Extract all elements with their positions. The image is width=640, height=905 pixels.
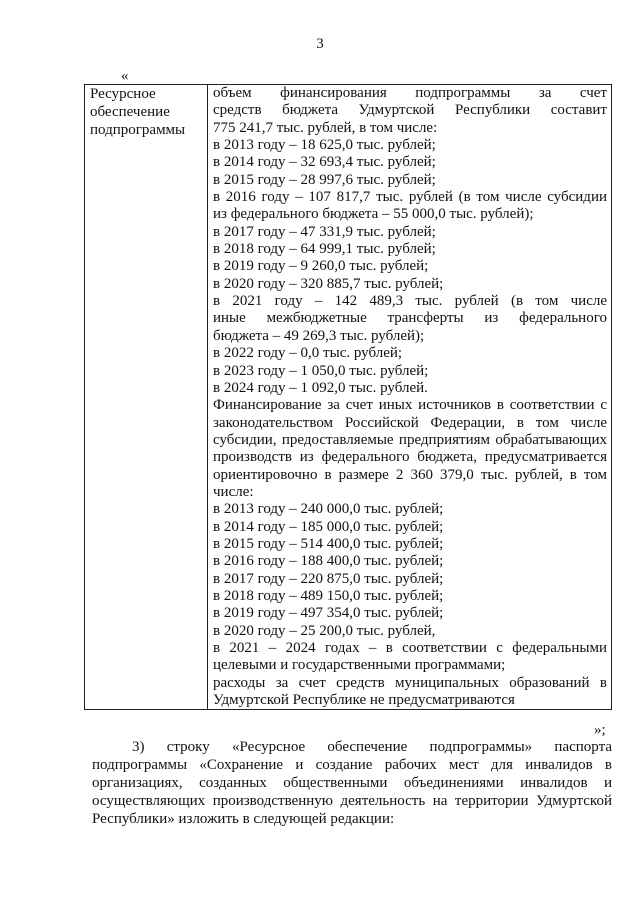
content-line: в 2015 году – 28 997,6 тыс. рублей; (213, 171, 436, 188)
page-number: 3 (316, 36, 324, 52)
row-content (213, 85, 607, 709)
content-line: иные межбюджетные трансферты из федерального (213, 310, 607, 327)
content-line: в 2014 году – 32 693,4 тыс. рублей; (213, 154, 436, 171)
content-line: в 2018 году – 64 999,1 тыс. рублей; (213, 241, 436, 258)
paragraph-line: осуществляющих производственную деятельность на территории Удмуртской (92, 793, 612, 809)
content-line: в 2019 году – 497 354,0 тыс. рублей; (213, 605, 444, 622)
content-line: в 2013 году – 18 625,0 тыс. рублей; (213, 137, 436, 154)
content-line: средств бюджета Удмуртской Республики составит (213, 102, 607, 119)
content-line: в 2016 году – 188 400,0 тыс. рублей; (213, 553, 444, 570)
content-line: в 2018 году – 489 150,0 тыс. рублей; (213, 587, 444, 604)
paragraph-line: организациях, созданных общественными объединениями инвалидов и (92, 775, 612, 791)
content-line: объем финансирования подпрограммы за счет (213, 85, 607, 101)
content-line: из федерального бюджета – 55 000,0 тыс. рублей); (213, 206, 534, 223)
opening-quote: « (121, 68, 129, 84)
content-line: бюджета – 49 269,3 тыс. рублей); (213, 327, 425, 344)
content-line: в 2014 году – 185 000,0 тыс. рублей; (213, 518, 444, 535)
content-line: Удмуртской Республике не предусматриваются (213, 692, 515, 709)
content-line: в 2021 – 2024 годах – в соответствии с федеральными (213, 640, 607, 656)
content-line: 775 241,7 тыс. рублей, в том числе: (213, 119, 438, 136)
closing-quote: »; (594, 722, 606, 738)
content-line: в 2017 году – 47 331,9 тыс. рублей; (213, 223, 436, 240)
instruction-paragraph (92, 738, 612, 828)
content-line: в 2024 году – 1 092,0 тыс. рублей. (213, 379, 428, 396)
label-line: обеспечение (90, 104, 170, 120)
content-line: ориентировочно в размере 2 360 379,0 тыс. рублей, в том (213, 466, 607, 483)
row-content-cell (208, 85, 612, 710)
content-line: в 2017 году – 220 875,0 тыс. рублей; (213, 570, 444, 587)
content-line: производств из федерального бюджета, предусматривается (213, 449, 607, 466)
paragraph-line: Республики» изложить в следующей редакции: (92, 811, 395, 827)
content-line: в 2022 году – 0,0 тыс. рублей; (213, 345, 403, 362)
content-line: расходы за счет средств муниципальных образований в (213, 674, 607, 691)
content-line: в 2013 году – 240 000,0 тыс. рублей; (213, 501, 444, 518)
row-label (90, 85, 203, 139)
label-line: Ресурсное (90, 86, 156, 102)
resource-table (84, 84, 612, 710)
table-row (85, 85, 612, 710)
content-line: Финансирование за счет иных источников в соответствии с (213, 397, 607, 414)
content-line: в 2016 году – 107 817,7 тыс. рублей (в том числе субсидии (213, 189, 607, 206)
content-line: субсидии, предоставляемые предприятиям обрабатывающих (213, 431, 607, 448)
content-line: в 2020 году – 25 200,0 тыс. рублей, (213, 622, 436, 639)
row-label-cell (85, 85, 208, 710)
paragraph-line: 3) строку «Ресурсное обеспечение подпрограммы» паспорта (132, 739, 612, 755)
label-line: подпрограммы (90, 122, 186, 138)
content-line: в 2021 году – 142 489,3 тыс. рублей (в том числе (213, 293, 607, 310)
content-line: законодательством Российской Федерации, в том числе (213, 414, 607, 431)
paragraph-line: подпрограммы «Сохранение и создание рабочих мест для инвалидов в (92, 757, 612, 773)
content-line: в 2019 году – 9 260,0 тыс. рублей; (213, 258, 429, 275)
content-line: числе: (213, 483, 254, 500)
content-line: в 2015 году – 514 400,0 тыс. рублей; (213, 535, 444, 552)
content-line: в 2023 году – 1 050,0 тыс. рублей; (213, 362, 429, 379)
content-line: в 2020 году – 320 885,7 тыс. рублей; (213, 275, 444, 292)
content-line: целевыми и государственными программами; (213, 657, 506, 674)
